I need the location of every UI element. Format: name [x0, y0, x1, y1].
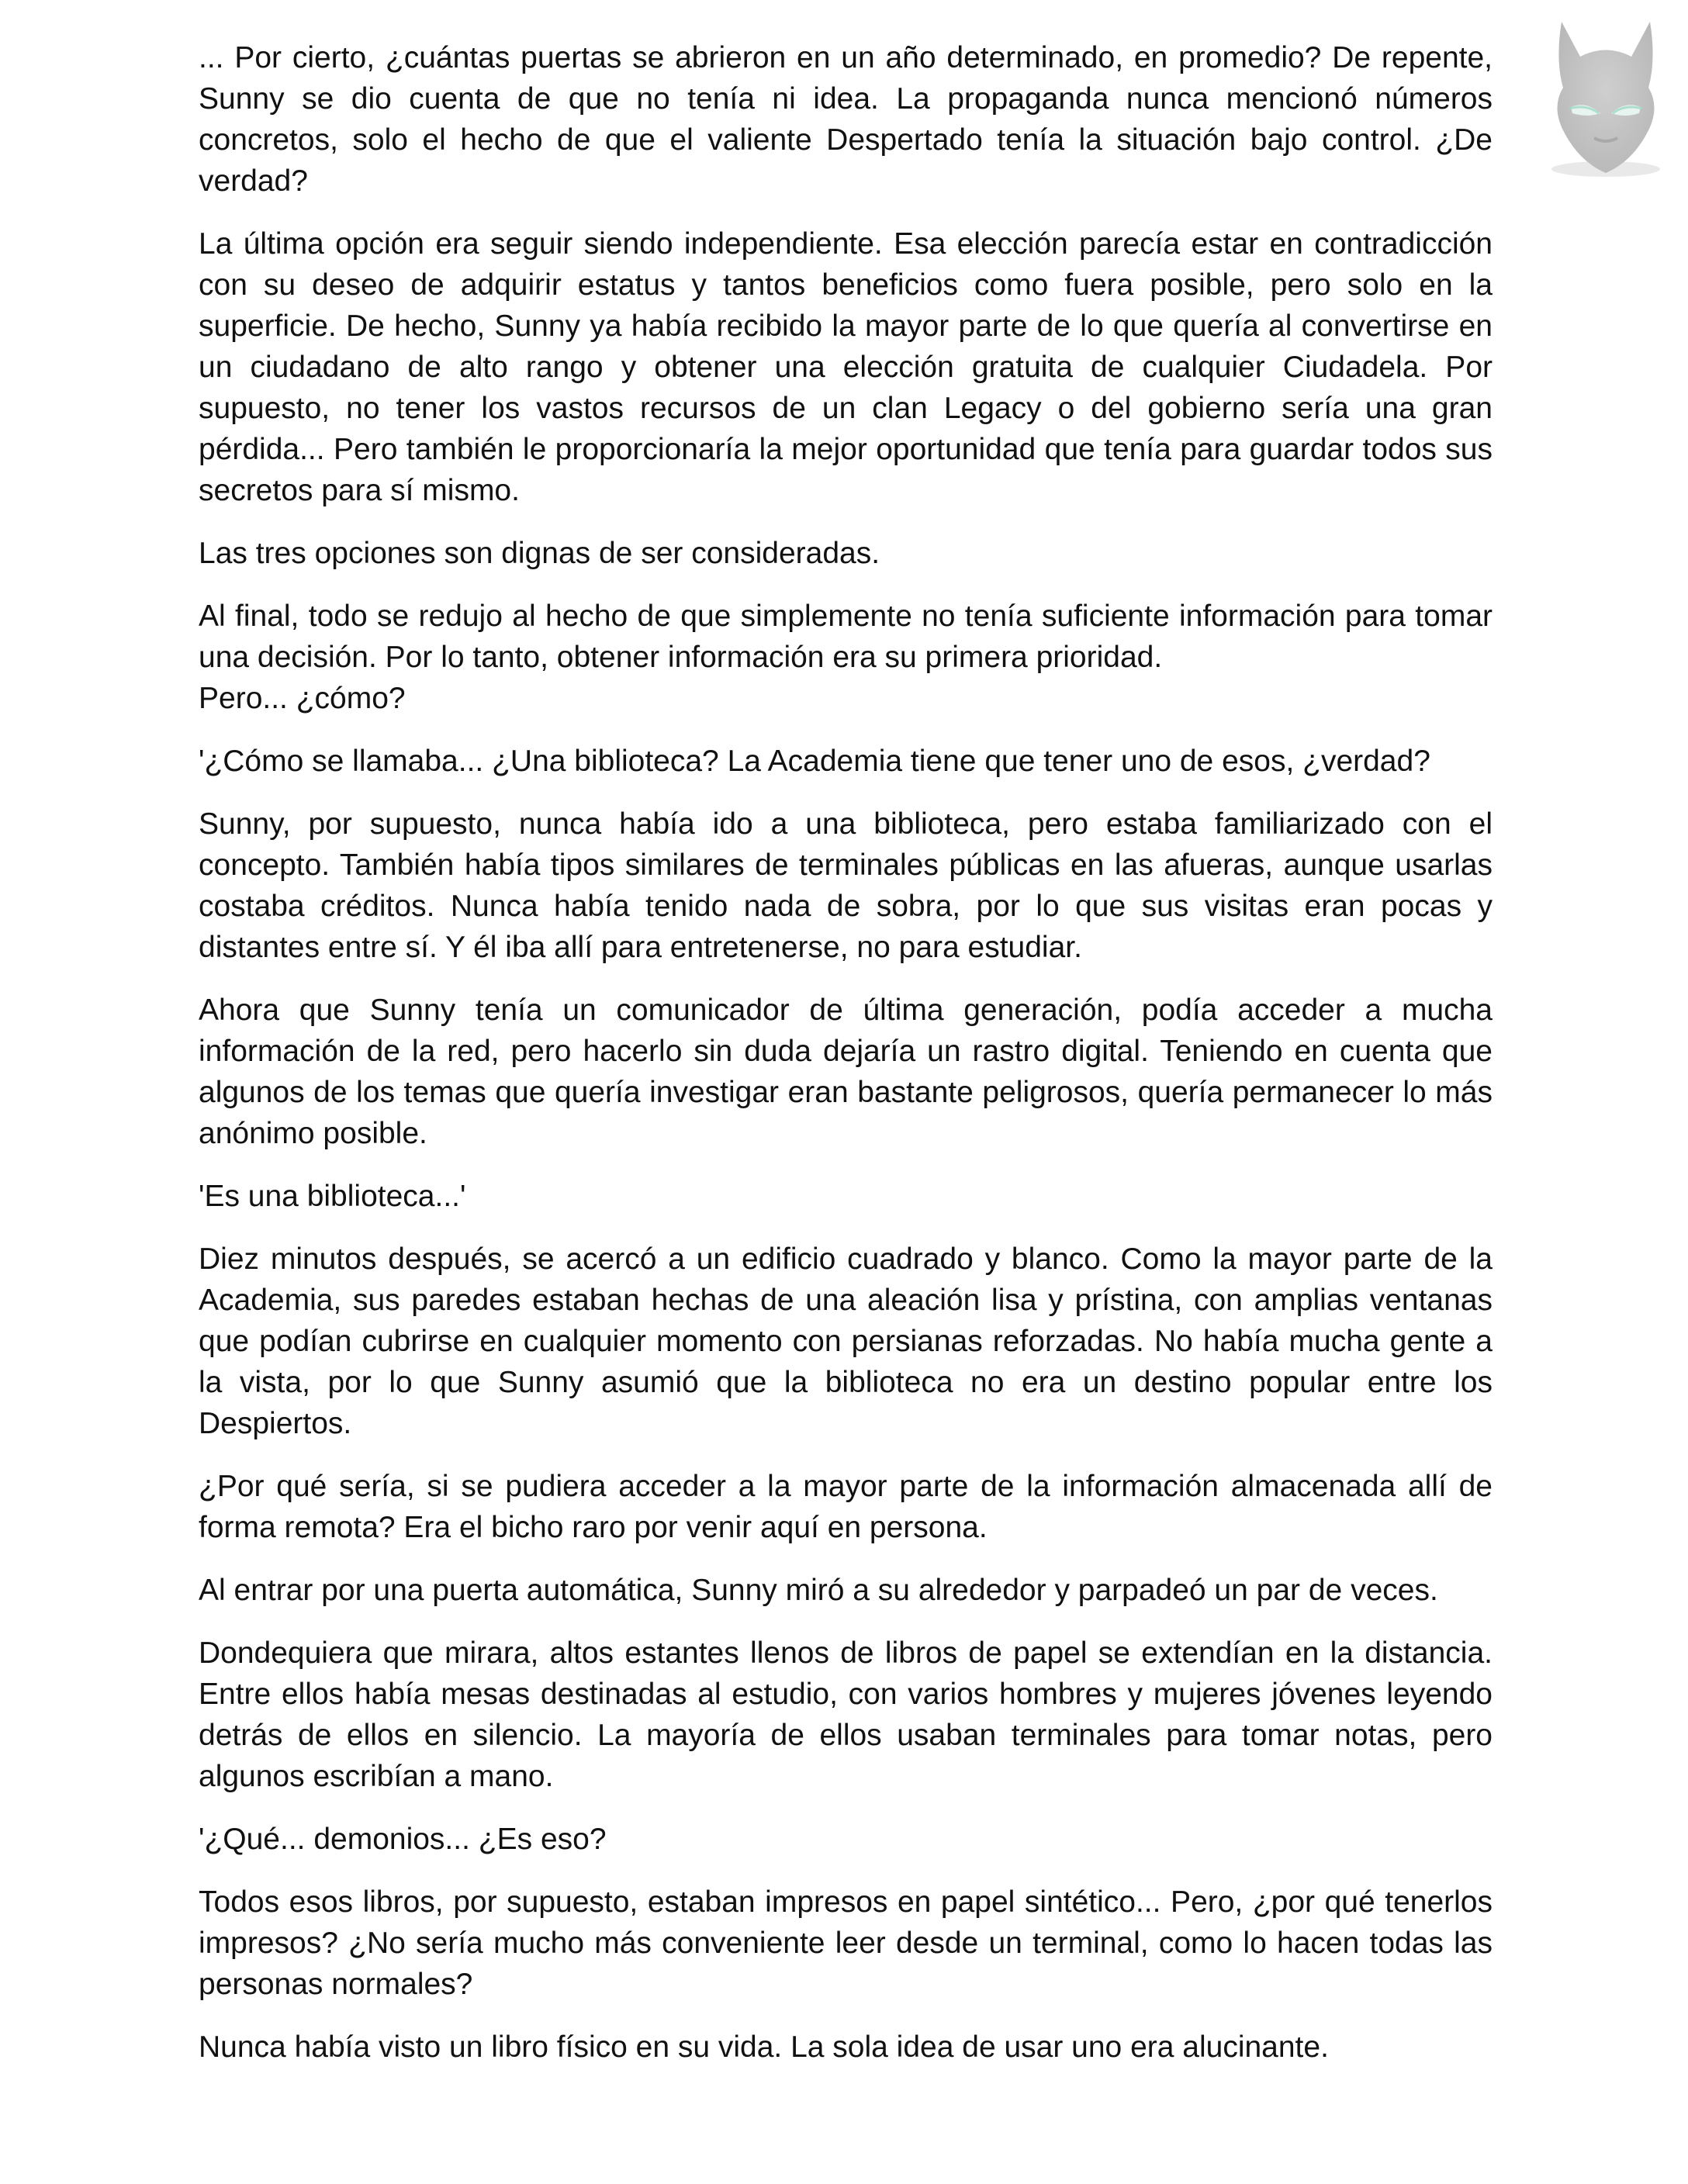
paragraph: '¿Cómo se llamaba... ¿Una biblioteca? La Academia tiene que tener uno de esos, ¿verdad?: [199, 745, 1430, 778]
paragraph: '¿Qué... demonios... ¿Es eso?: [199, 1823, 607, 1856]
paragraph: La última opción era seguir siendo independiente. Esa elección parecía estar en contradicción con su deseo de adquirir estatus y tantos beneficios como fuera posible, pero solo en la superficie. De hecho, Sunny ya había recibido la mayor parte de lo que quería al convertirse en un ciudadano de alto rango y obtener una elección gratuita de cualquier Ciudadela. Por supuesto, no tener los vastos recursos de un clan Legacy o del gobierno sería una gran pérdida... Pero también le proporcionaría la mejor oportunidad que tenía para guardar todos sus secretos para sí mismo.: [199, 227, 1493, 507]
paragraph: Todos esos libros, por supuesto, estaban impresos en papel sintético... Pero, ¿por qué tenerlos impresos? ¿No sería mucho más conveniente leer desde un terminal, como lo hacen todas las personas normales?: [199, 1885, 1493, 2001]
paragraph: Las tres opciones son dignas de ser consideradas.: [199, 537, 880, 570]
document-page: [199, 37, 1493, 2089]
paragraph: Ahora que Sunny tenía un comunicador de última generación, podía acceder a mucha información de la red, pero hacerlo sin duda dejaría un rastro digital. Teniendo en cuenta que algunos de los temas que quería investigar eran bastante peligrosos, quería permanecer lo más anónimo posible.: [199, 994, 1493, 1150]
paragraph: ... Por cierto, ¿cuántas puertas se abrieron en un año determinado, en promedio? De repente, Sunny se dio cuenta de que no tenía ni idea. La propaganda nunca mencionó números concretos, solo el hecho de que el valiente Despertado tenía la situación bajo control. ¿De verdad?: [199, 41, 1493, 198]
paragraph: Diez minutos después, se acercó a un edificio cuadrado y blanco. Como la mayor parte de la Academia, sus paredes estaban hechas de una aleación lisa y prístina, con amplias ventanas que podían cubrirse en cualquier momento con persianas reforzadas. No había mucha gente a la vista, por lo que Sunny asumió que la biblioteca no era un destino popular entre los Despiertos.: [199, 1242, 1493, 1440]
paragraph: 'Es una biblioteca...': [199, 1180, 466, 1213]
paragraph: Dondequiera que mirara, altos estantes llenos de libros de papel se extendían en la distancia. Entre ellos había mesas destinadas al estudio, con varios hombres y mujeres jóvenes leyendo detrás de ellos en silencio. La mayoría de ellos usaban terminales para tomar notas, pero algunos escribían a mano.: [199, 1636, 1493, 1793]
paragraph: ¿Por qué sería, si se pudiera acceder a la mayor parte de la información almacenada allí de forma remota? Era el bicho raro por venir aquí en persona.: [199, 1470, 1493, 1544]
paragraph: Sunny, por supuesto, nunca había ido a una biblioteca, pero estaba familiarizado con el concepto. También había tipos similares de terminales públicas en las afueras, aunque usarlas costaba créditos. Nunca había tenido nada de sobra, por lo que sus visitas eran pocas y distantes entre sí. Y él iba allí para entretenerse, no para estudiar.: [199, 807, 1493, 964]
demon-mask-icon: [1532, 14, 1679, 185]
paragraph: Al final, todo se redujo al hecho de que simplemente no tenía suficiente información para tomar una decisión. Por lo tanto, obtener información era su primera prioridad.: [199, 600, 1493, 674]
paragraph: Al entrar por una puerta automática, Sunny miró a su alrededor y parpadeó un par de veces.: [199, 1574, 1438, 1607]
paragraph: Pero... ¿cómo?: [199, 682, 406, 715]
paragraph: Nunca había visto un libro físico en su vida. La sola idea de usar uno era alucinante.: [199, 2030, 1329, 2064]
